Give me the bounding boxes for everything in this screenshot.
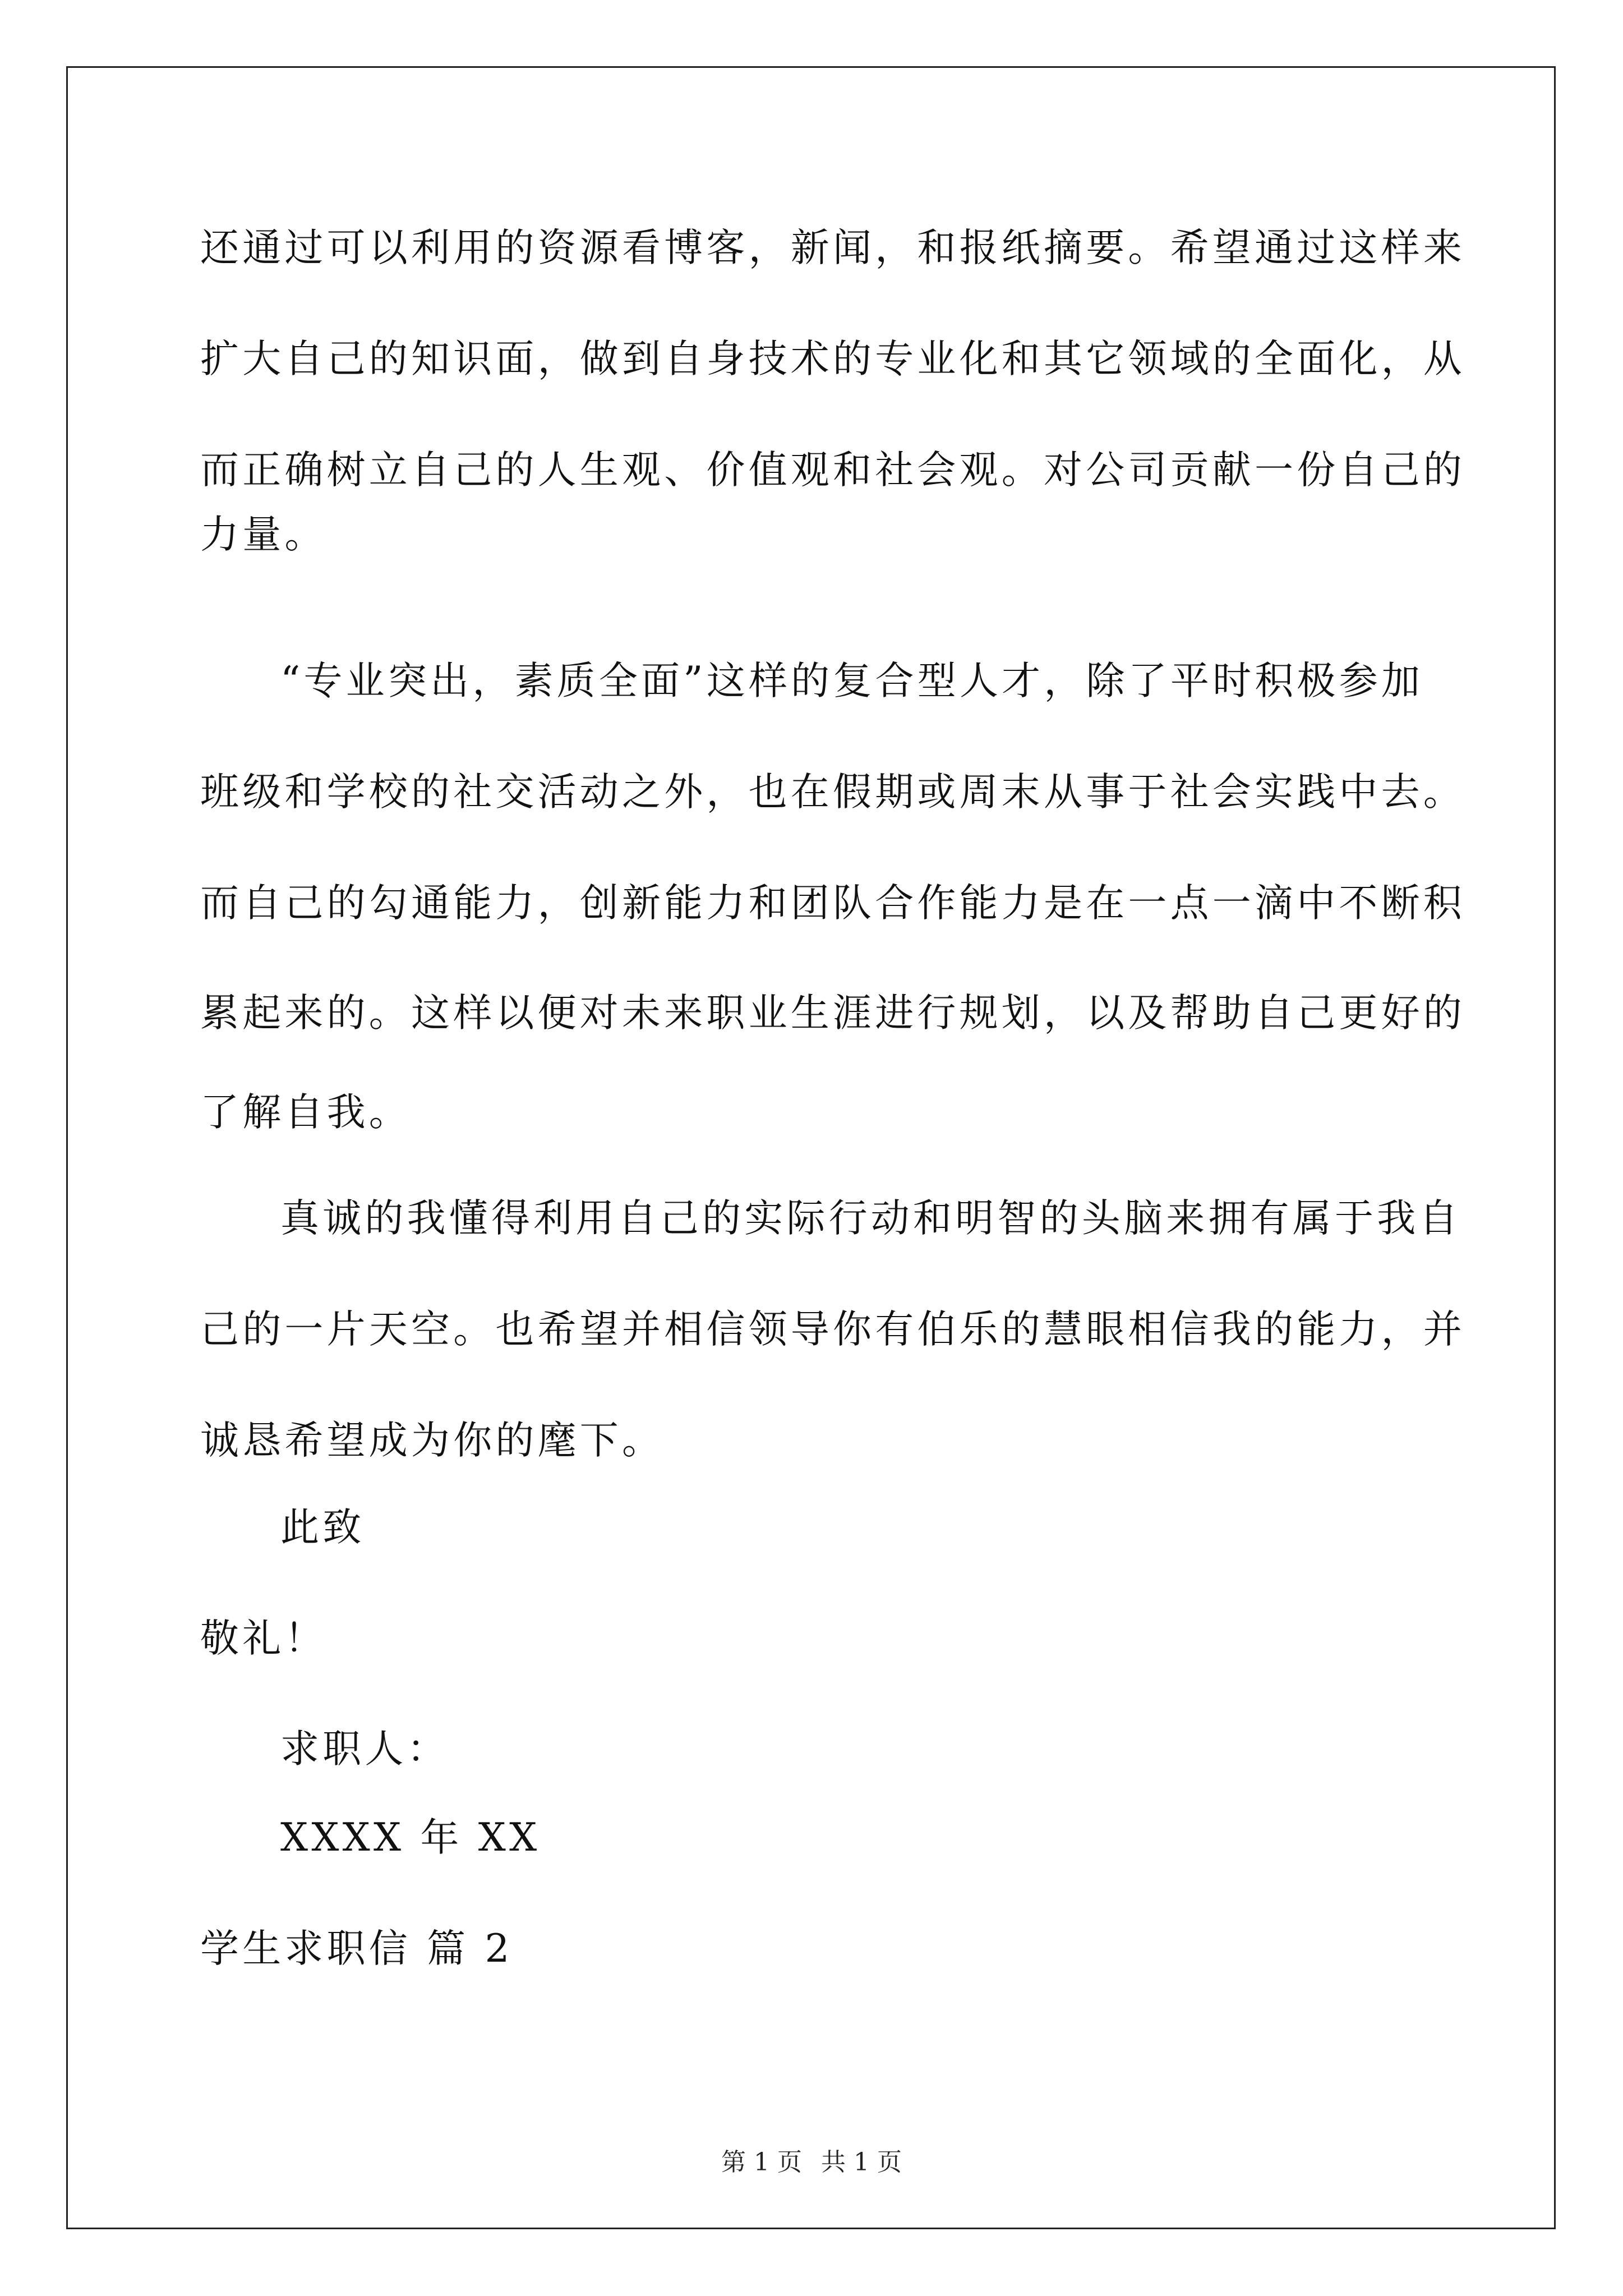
paragraph-2-line-5: 了解自我。 [200, 1090, 411, 1135]
page-footer [0, 2147, 1623, 2178]
paragraph-2-line-2: 班级和学校的社交活动之外，也在假期或周末从事于社会实践中去。 [200, 770, 1465, 815]
paragraph-1-line-4: 力量。 [200, 512, 327, 557]
paragraph-1-line-3: 而正确树立自己的人生观、价值观和社会观。对公司贡献一份自己的 [200, 448, 1465, 493]
paragraph-2-line-1: “专业突出，素质全面”这样的复合型人才，除了平时积极参加 [280, 659, 1424, 703]
paragraph-3-line-3: 诚恳希望成为你的麾下。 [200, 1418, 665, 1463]
paragraph-2-line-4: 累起来的。这样以便对未来职业生涯进行规划，以及帮助自己更好的 [200, 991, 1465, 1036]
closing: 此致 [280, 1505, 365, 1550]
next-section-title: 学生求职信 篇 2 [200, 1926, 513, 1971]
date-line: XXXX 年 XX [280, 1815, 541, 1860]
applicant-label: 求职人： [280, 1727, 449, 1772]
page-total: 共 1 页 [821, 2148, 902, 2177]
paragraph-2-line-3: 而自己的勾通能力，创新能力和团队合作能力是在一点一滴中不断积 [200, 881, 1465, 926]
paragraph-1-line-2: 扩大自己的知识面，做到自身技术的专业化和其它领域的全面化，从 [200, 337, 1465, 381]
paragraph-3-line-1: 真诚的我懂得利用自己的实际行动和明智的头脑来拥有属于我自 [280, 1196, 1461, 1241]
paragraph-3-line-2: 己的一片天空。也希望并相信领导你有伯乐的慧眼相信我的能力，并 [200, 1307, 1465, 1352]
page-border [66, 66, 1556, 2229]
salutation: 敬礼！ [200, 1616, 327, 1661]
paragraph-1-line-1: 还通过可以利用的资源看博客，新闻，和报纸摘要。希望通过这样来 [200, 226, 1465, 270]
page-current: 第 1 页 [721, 2148, 802, 2177]
